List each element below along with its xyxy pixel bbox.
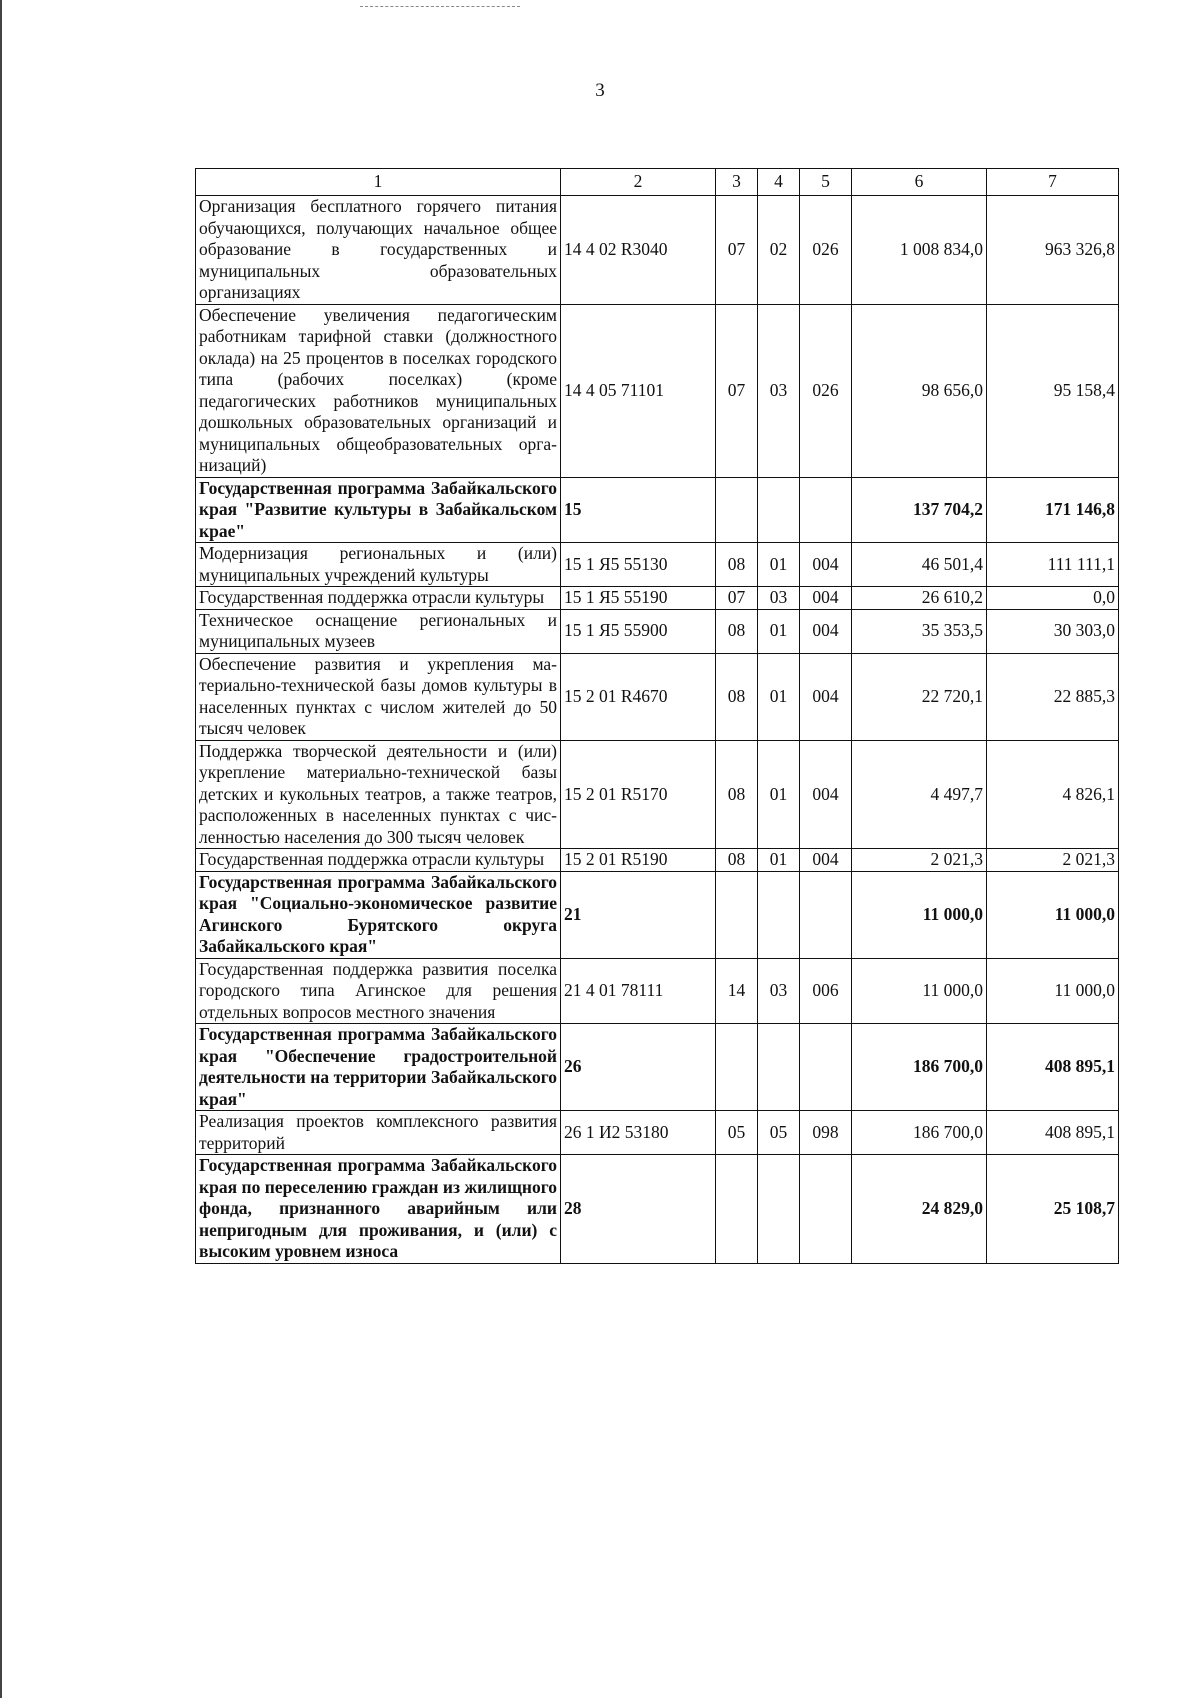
row-agency-cell: 004 [800,609,852,653]
row-name-cell: Обеспечение развития и укрепления материально-технической базы домов культуры в населенных пунктах с числом жителей до 50 тысяч человек [196,653,561,740]
header-col-3: 3 [716,169,758,196]
program-row [196,477,1119,543]
scan-artifact-line [360,6,520,7]
row-amount-year2-cell: 22 885,3 [987,653,1119,740]
row-subsection-cell: 03 [758,587,800,610]
row-section-cell: 08 [716,849,758,872]
row-amount-year2-cell: 25 108,7 [987,1155,1119,1264]
row-section-cell: 08 [716,543,758,587]
row-amount-year2-cell: 408 895,1 [987,1024,1119,1111]
row-subsection-cell: 03 [758,958,800,1024]
row-name-cell: Организация бесплатного горячего питания обучающихся, получающих начальное общее образование в государственных и муниципальных образовательных организациях [196,196,561,305]
row-agency-cell: 004 [800,740,852,849]
row-section-cell: 14 [716,958,758,1024]
table-row [196,653,1119,740]
row-agency-cell: 026 [800,196,852,305]
row-code-cell: 14 4 02 R3040 [561,196,716,305]
row-name-cell: Государственная поддержка отрасли культуры [196,587,561,610]
row-agency-cell [800,1024,852,1111]
row-code-cell: 15 2 01 R5190 [561,849,716,872]
row-code-cell: 26 1 И2 53180 [561,1111,716,1155]
row-code-cell: 14 4 05 71101 [561,304,716,477]
row-agency-cell: 004 [800,587,852,610]
header-col-6: 6 [852,169,987,196]
row-subsection-cell: 01 [758,609,800,653]
table-row [196,543,1119,587]
header-row [196,169,1119,196]
row-agency-cell: 026 [800,304,852,477]
row-code-cell: 15 [561,477,716,543]
row-amount-year2-cell: 171 146,8 [987,477,1119,543]
row-section-cell: 07 [716,196,758,305]
table-row [196,196,1119,305]
row-amount-year1-cell: 98 656,0 [852,304,987,477]
row-name-cell: Государственная программа Забайкальского края "Социально-экономическое развитие Агинского Бурятского округа Забайкальского края" [196,871,561,958]
row-amount-year1-cell: 4 497,7 [852,740,987,849]
row-agency-cell [800,477,852,543]
row-name-cell: Государственная программа Забайкальского края "Развитие культуры в Забайкальском крае" [196,477,561,543]
page-number: 3 [595,80,605,101]
row-amount-year2-cell: 4 826,1 [987,740,1119,849]
row-amount-year2-cell: 963 326,8 [987,196,1119,305]
table-row [196,304,1119,477]
row-subsection-cell: 01 [758,543,800,587]
row-section-cell: 08 [716,609,758,653]
row-amount-year2-cell: 11 000,0 [987,958,1119,1024]
row-section-cell: 07 [716,587,758,610]
row-code-cell: 28 [561,1155,716,1264]
row-section-cell: 08 [716,653,758,740]
row-agency-cell: 098 [800,1111,852,1155]
row-subsection-cell: 05 [758,1111,800,1155]
row-code-cell: 21 4 01 78111 [561,958,716,1024]
row-amount-year1-cell: 26 610,2 [852,587,987,610]
row-subsection-cell: 01 [758,849,800,872]
program-row [196,1024,1119,1111]
row-subsection-cell [758,1155,800,1264]
row-amount-year2-cell: 95 158,4 [987,304,1119,477]
row-subsection-cell: 01 [758,653,800,740]
row-name-cell: Реализация проектов комплексного развития территорий [196,1111,561,1155]
row-section-cell [716,1024,758,1111]
row-section-cell: 08 [716,740,758,849]
header-col-4: 4 [758,169,800,196]
row-section-cell [716,477,758,543]
row-subsection-cell [758,871,800,958]
row-amount-year1-cell: 24 829,0 [852,1155,987,1264]
row-code-cell: 15 1 Я5 55130 [561,543,716,587]
header-col-2: 2 [561,169,716,196]
row-amount-year1-cell: 11 000,0 [852,958,987,1024]
program-row [196,871,1119,958]
row-name-cell: Модернизация региональных и (или) муниципальных учреждений культуры [196,543,561,587]
row-amount-year1-cell: 137 704,2 [852,477,987,543]
row-amount-year2-cell: 11 000,0 [987,871,1119,958]
header-col-1: 1 [196,169,561,196]
row-code-cell: 21 [561,871,716,958]
row-amount-year1-cell: 2 021,3 [852,849,987,872]
row-subsection-cell [758,1024,800,1111]
row-subsection-cell [758,477,800,543]
row-name-cell: Обеспечение увеличения педагогическим работникам тарифной ставки (должностного оклада) на 25 процентов в поселках городского типа (рабочих поселках) (кроме педагогических работников муниципальных дошкольных образовательных организаций и муниципальных общеобразовательных организаций) [196,304,561,477]
row-name-cell: Государственная поддержка отрасли культуры [196,849,561,872]
row-name-cell: Государственная программа Забайкальского края по переселению граждан из жилищного фонда, признанного аварийным или непригодным для проживания, и (или) с высоким уровнем износа [196,1155,561,1264]
row-amount-year1-cell: 11 000,0 [852,871,987,958]
row-amount-year1-cell: 35 353,5 [852,609,987,653]
row-section-cell [716,871,758,958]
row-amount-year1-cell: 186 700,0 [852,1111,987,1155]
row-amount-year1-cell: 1 008 834,0 [852,196,987,305]
row-code-cell: 15 1 Я5 55190 [561,587,716,610]
row-agency-cell [800,1155,852,1264]
row-agency-cell: 006 [800,958,852,1024]
budget-table [195,168,1119,1264]
row-amount-year1-cell: 22 720,1 [852,653,987,740]
row-code-cell: 15 1 Я5 55900 [561,609,716,653]
table-row [196,587,1119,610]
row-code-cell: 15 2 01 R5170 [561,740,716,849]
row-amount-year2-cell: 111 111,1 [987,543,1119,587]
table-row [196,849,1119,872]
row-agency-cell [800,871,852,958]
row-amount-year2-cell: 2 021,3 [987,849,1119,872]
row-amount-year2-cell: 0,0 [987,587,1119,610]
row-amount-year1-cell: 186 700,0 [852,1024,987,1111]
row-code-cell: 26 [561,1024,716,1111]
row-name-cell: Поддержка творческой деятельности и (или) укрепление материально-технической базы детских и кукольных театров, а также театров, расположенных в населенных пунктах с численностью населения до 300 тысяч человек [196,740,561,849]
row-section-cell: 05 [716,1111,758,1155]
row-section-cell: 07 [716,304,758,477]
row-name-cell: Техническое оснащение региональных и муниципальных музеев [196,609,561,653]
row-code-cell: 15 2 01 R4670 [561,653,716,740]
header-col-7: 7 [987,169,1119,196]
table-row [196,958,1119,1024]
row-name-cell: Государственная поддержка развития поселка городского типа Агинское для решения отдельных вопросов местного значения [196,958,561,1024]
header-col-5: 5 [800,169,852,196]
row-section-cell [716,1155,758,1264]
row-amount-year2-cell: 30 303,0 [987,609,1119,653]
table-row [196,1111,1119,1155]
row-subsection-cell: 01 [758,740,800,849]
scan-edge [0,0,2,1698]
row-amount-year2-cell: 408 895,1 [987,1111,1119,1155]
row-agency-cell: 004 [800,849,852,872]
row-subsection-cell: 02 [758,196,800,305]
row-subsection-cell: 03 [758,304,800,477]
table-row [196,609,1119,653]
row-amount-year1-cell: 46 501,4 [852,543,987,587]
row-agency-cell: 004 [800,543,852,587]
table-row [196,740,1119,849]
row-name-cell: Государственная программа Забайкальского края "Обеспечение градостроительной деятельности на территории Забайкальского края" [196,1024,561,1111]
row-agency-cell: 004 [800,653,852,740]
program-row [196,1155,1119,1264]
